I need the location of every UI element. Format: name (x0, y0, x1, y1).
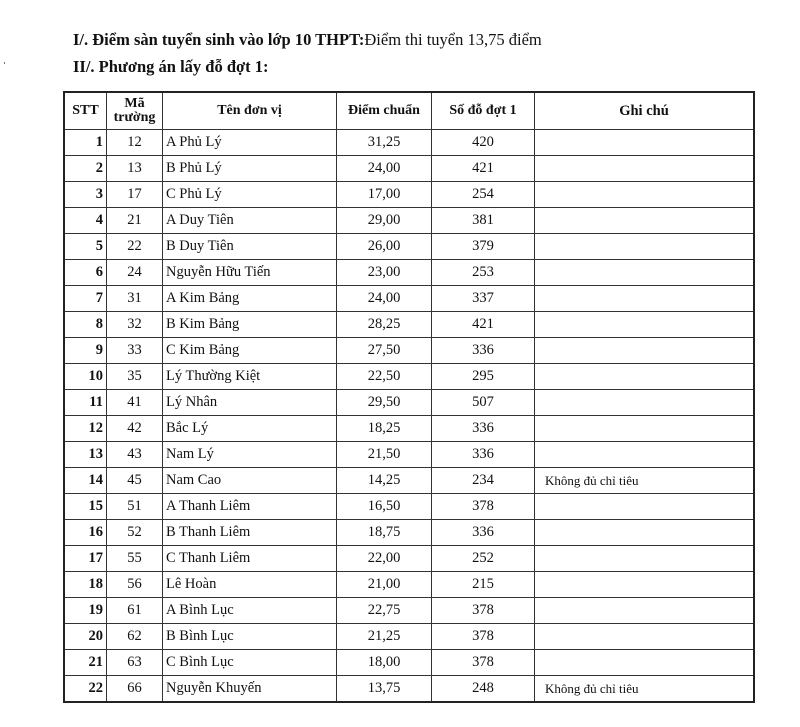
cell-stt: 18 (64, 572, 107, 598)
header-ghi-chu: Ghi chú (535, 92, 755, 130)
table-row (64, 650, 754, 676)
cell-ghi-chu (535, 234, 755, 260)
header-diem-chuan: Điểm chuẩn (337, 92, 432, 130)
admission-table (63, 91, 755, 703)
cell-ten-don-vi: Lý Thường Kiệt (163, 364, 337, 390)
cell-ghi-chu (535, 650, 755, 676)
cell-ten-don-vi: A Bình Lục (163, 598, 337, 624)
cell-diem-chuan: 18,75 (337, 520, 432, 546)
cell-so-do: 378 (432, 624, 535, 650)
cell-so-do: 234 (432, 468, 535, 494)
cell-ten-don-vi: C Kim Bảng (163, 338, 337, 364)
cell-ma-truong: 51 (107, 494, 163, 520)
cell-ghi-chu: Không đủ chỉ tiêu (535, 468, 755, 494)
cell-so-do: 336 (432, 416, 535, 442)
table-row (64, 390, 754, 416)
header-ma-truong (107, 92, 163, 130)
cell-ghi-chu (535, 572, 755, 598)
cell-ma-truong: 13 (107, 156, 163, 182)
cell-ma-truong: 61 (107, 598, 163, 624)
cell-ma-truong: 66 (107, 676, 163, 703)
cell-diem-chuan: 29,00 (337, 208, 432, 234)
table-row (64, 676, 754, 703)
cell-so-do: 295 (432, 364, 535, 390)
heading-section-1-bold: I/. Điểm sàn tuyển sinh vào lớp 10 THPT: (73, 30, 365, 49)
cell-ma-truong: 45 (107, 468, 163, 494)
cell-stt: 3 (64, 182, 107, 208)
cell-ten-don-vi: B Bình Lục (163, 624, 337, 650)
cell-ten-don-vi: Nam Cao (163, 468, 337, 494)
cell-ma-truong: 43 (107, 442, 163, 468)
table-row (64, 182, 754, 208)
cell-ghi-chu (535, 260, 755, 286)
cell-diem-chuan: 29,50 (337, 390, 432, 416)
cell-ten-don-vi: Nguyễn Khuyến (163, 676, 337, 703)
cell-ghi-chu (535, 390, 755, 416)
cell-diem-chuan: 13,75 (337, 676, 432, 703)
cell-ma-truong: 52 (107, 520, 163, 546)
cell-diem-chuan: 24,00 (337, 156, 432, 182)
cell-stt: 15 (64, 494, 107, 520)
cell-diem-chuan: 21,50 (337, 442, 432, 468)
cell-so-do: 378 (432, 650, 535, 676)
cell-ghi-chu (535, 520, 755, 546)
cell-ma-truong: 21 (107, 208, 163, 234)
table-row (64, 286, 754, 312)
cell-so-do: 421 (432, 156, 535, 182)
cell-diem-chuan: 18,00 (337, 650, 432, 676)
header-ma-line2: trường (113, 110, 156, 125)
cell-ma-truong: 62 (107, 624, 163, 650)
cell-ten-don-vi: A Duy Tiên (163, 208, 337, 234)
cell-ghi-chu (535, 312, 755, 338)
cell-ma-truong: 12 (107, 130, 163, 156)
table-row (64, 598, 754, 624)
cell-ten-don-vi: A Kim Bảng (163, 286, 337, 312)
table-row (64, 546, 754, 572)
cell-ma-truong: 17 (107, 182, 163, 208)
table-row (64, 624, 754, 650)
cell-diem-chuan: 27,50 (337, 338, 432, 364)
table-row (64, 312, 754, 338)
cell-so-do: 379 (432, 234, 535, 260)
cell-ten-don-vi: A Thanh Liêm (163, 494, 337, 520)
cell-ten-don-vi: B Thanh Liêm (163, 520, 337, 546)
cell-so-do: 215 (432, 572, 535, 598)
table-header-row (64, 92, 754, 130)
cell-stt: 9 (64, 338, 107, 364)
cell-so-do: 252 (432, 546, 535, 572)
cell-so-do: 378 (432, 494, 535, 520)
cell-stt: 11 (64, 390, 107, 416)
cell-stt: 6 (64, 260, 107, 286)
cell-ma-truong: 22 (107, 234, 163, 260)
table-row (64, 260, 754, 286)
cell-ma-truong: 31 (107, 286, 163, 312)
cell-ten-don-vi: B Duy Tiên (163, 234, 337, 260)
cell-diem-chuan: 22,00 (337, 546, 432, 572)
cell-stt: 4 (64, 208, 107, 234)
cell-ma-truong: 32 (107, 312, 163, 338)
table-row (64, 234, 754, 260)
cell-ghi-chu (535, 338, 755, 364)
cell-ghi-chu (535, 416, 755, 442)
cell-diem-chuan: 31,25 (337, 130, 432, 156)
cell-diem-chuan: 18,25 (337, 416, 432, 442)
cell-ten-don-vi: B Phủ Lý (163, 156, 337, 182)
cell-so-do: 381 (432, 208, 535, 234)
cell-so-do: 253 (432, 260, 535, 286)
cell-ghi-chu (535, 130, 755, 156)
cell-ghi-chu (535, 286, 755, 312)
table-row (64, 156, 754, 182)
cell-so-do: 421 (432, 312, 535, 338)
cell-ten-don-vi: Nam Lý (163, 442, 337, 468)
cell-so-do: 507 (432, 390, 535, 416)
cell-diem-chuan: 21,00 (337, 572, 432, 598)
table-row (64, 364, 754, 390)
table-row (64, 494, 754, 520)
cell-stt: 2 (64, 156, 107, 182)
cell-so-do: 337 (432, 286, 535, 312)
table-row (64, 208, 754, 234)
cell-ghi-chu (535, 442, 755, 468)
cell-so-do: 420 (432, 130, 535, 156)
heading-section-1 (73, 30, 542, 50)
cell-so-do: 336 (432, 520, 535, 546)
cell-ma-truong: 33 (107, 338, 163, 364)
cell-diem-chuan: 24,00 (337, 286, 432, 312)
cell-diem-chuan: 14,25 (337, 468, 432, 494)
cell-ma-truong: 42 (107, 416, 163, 442)
table-row (64, 572, 754, 598)
cell-stt: 1 (64, 130, 107, 156)
cell-ma-truong: 55 (107, 546, 163, 572)
cell-diem-chuan: 16,50 (337, 494, 432, 520)
cell-diem-chuan: 22,75 (337, 598, 432, 624)
table-row (64, 520, 754, 546)
cell-ten-don-vi: C Thanh Liêm (163, 546, 337, 572)
cell-ghi-chu (535, 364, 755, 390)
header-so-do: Số đỗ đợt 1 (432, 92, 535, 130)
table-row (64, 130, 754, 156)
table-row (64, 416, 754, 442)
scan-speck (4, 62, 5, 64)
cell-so-do: 248 (432, 676, 535, 703)
cell-ghi-chu (535, 494, 755, 520)
cell-ghi-chu: Không đủ chỉ tiêu (535, 676, 755, 703)
cell-ghi-chu (535, 156, 755, 182)
cell-stt: 14 (64, 468, 107, 494)
cell-ten-don-vi: Nguyễn Hữu Tiến (163, 260, 337, 286)
cell-so-do: 336 (432, 442, 535, 468)
cell-ma-truong: 63 (107, 650, 163, 676)
cell-diem-chuan: 21,25 (337, 624, 432, 650)
cell-stt: 5 (64, 234, 107, 260)
cell-stt: 20 (64, 624, 107, 650)
cell-stt: 16 (64, 520, 107, 546)
cell-stt: 8 (64, 312, 107, 338)
cell-ma-truong: 24 (107, 260, 163, 286)
cell-ghi-chu (535, 624, 755, 650)
heading-section-1-value: Điểm thi tuyển 13,75 điểm (364, 30, 542, 49)
cell-ma-truong: 41 (107, 390, 163, 416)
cell-stt: 22 (64, 676, 107, 703)
cell-stt: 21 (64, 650, 107, 676)
cell-diem-chuan: 17,00 (337, 182, 432, 208)
cell-ghi-chu (535, 546, 755, 572)
header-stt: STT (64, 92, 107, 130)
header-ten-don-vi: Tên đơn vị (163, 92, 337, 130)
cell-so-do: 254 (432, 182, 535, 208)
cell-stt: 13 (64, 442, 107, 468)
cell-ma-truong: 35 (107, 364, 163, 390)
cell-ma-truong: 56 (107, 572, 163, 598)
table-row (64, 338, 754, 364)
cell-ten-don-vi: Lê Hoàn (163, 572, 337, 598)
cell-ghi-chu (535, 598, 755, 624)
cell-stt: 10 (64, 364, 107, 390)
cell-stt: 19 (64, 598, 107, 624)
cell-so-do: 336 (432, 338, 535, 364)
heading-section-2: II/. Phương án lấy đỗ đợt 1: (73, 57, 269, 76)
cell-diem-chuan: 28,25 (337, 312, 432, 338)
cell-diem-chuan: 26,00 (337, 234, 432, 260)
cell-ten-don-vi: Lý Nhân (163, 390, 337, 416)
cell-ten-don-vi: A Phủ Lý (163, 130, 337, 156)
cell-ghi-chu (535, 182, 755, 208)
cell-so-do: 378 (432, 598, 535, 624)
cell-ten-don-vi: C Phủ Lý (163, 182, 337, 208)
cell-diem-chuan: 22,50 (337, 364, 432, 390)
table-row (64, 442, 754, 468)
table-body (64, 130, 754, 703)
header-ma-line1: Mã (124, 96, 145, 111)
cell-stt: 7 (64, 286, 107, 312)
cell-diem-chuan: 23,00 (337, 260, 432, 286)
cell-ten-don-vi: C Bình Lục (163, 650, 337, 676)
cell-ghi-chu (535, 208, 755, 234)
table-row (64, 468, 754, 494)
cell-stt: 12 (64, 416, 107, 442)
cell-ten-don-vi: B Kim Bảng (163, 312, 337, 338)
cell-stt: 17 (64, 546, 107, 572)
cell-ten-don-vi: Bắc Lý (163, 416, 337, 442)
